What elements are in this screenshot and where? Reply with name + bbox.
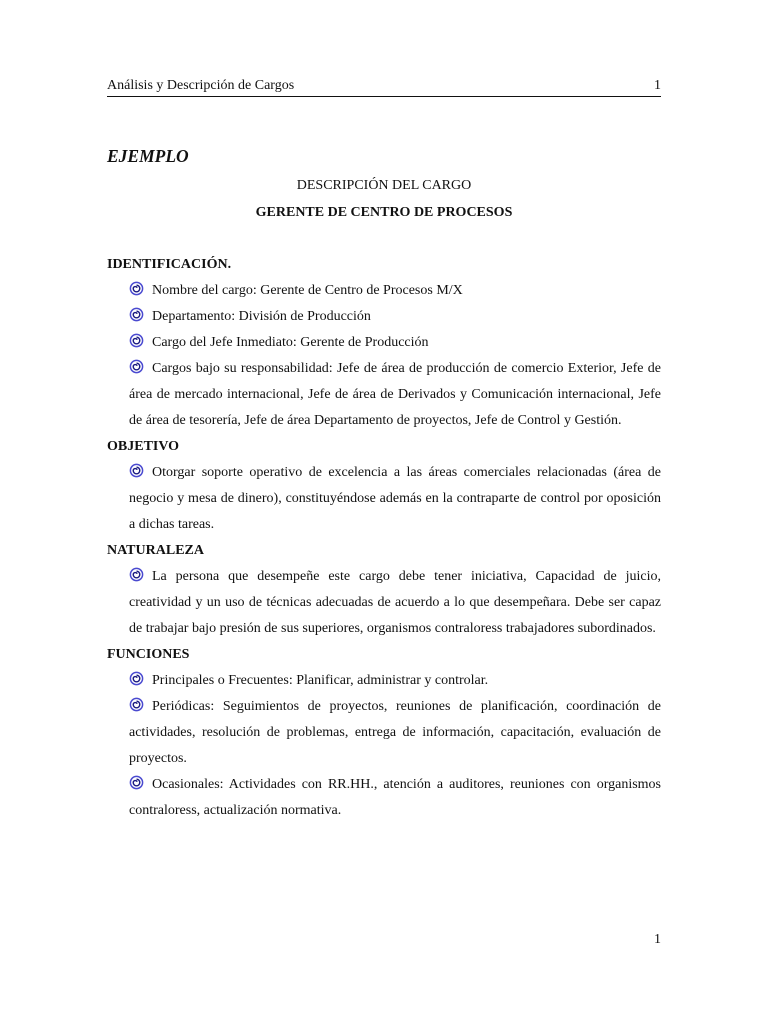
section-funciones	[107, 642, 661, 824]
header-title: Análisis y Descripción de Cargos	[107, 78, 295, 93]
document-body	[107, 252, 661, 824]
section-identificacion	[107, 252, 661, 434]
spiral-bullet-icon	[129, 333, 144, 348]
document-subtitle: GERENTE DE CENTRO DE PROCESOS	[255, 205, 513, 220]
list-item: La persona que desempeñe este cargo debe tener iniciativa, Capacidad de juicio, creatividad y un uso de técnicas adecuadas de acuerdo a lo que desempeñara. Debe ser capaz de trabajar bajo presión de sus superiores, organismos contraloress trabajadores subordinados.	[129, 569, 661, 636]
list-item: Periódicas: Seguimientos de proyectos, reuniones de planificación, coordinación de actividades, resolución de problemas, entrega de información, capacitación, evaluación de proyectos.	[129, 699, 661, 766]
list-item: Cargo del Jefe Inmediato: Gerente de Producción	[129, 330, 661, 356]
document-title: DESCRIPCIÓN DEL CARGO	[296, 178, 472, 193]
list-item: Principales o Frecuentes: Planificar, administrar y controlar.	[129, 668, 661, 694]
example-label: EJEMPLO	[107, 146, 189, 166]
spiral-bullet-icon	[129, 775, 144, 790]
spiral-bullet-icon	[129, 281, 144, 296]
list-item: Ocasionales: Actividades con RR.HH., atención a auditores, reuniones con organismos contraloress, actualización normativa.	[129, 777, 661, 818]
list-item: Departamento: División de Producción	[129, 304, 661, 330]
spiral-bullet-icon	[129, 697, 144, 712]
page-header	[107, 78, 661, 97]
section-objetivo	[107, 434, 661, 538]
section-heading: OBJETIVO	[107, 439, 180, 454]
list-item: Cargos bajo su responsabilidad: Jefe de área de producción de comercio Exterior, Jefe de área de mercado internacional, Jefe de área de Derivados y Comunicación internacional, Jefe de área de tesorería, Jefe de área Departamento de proyectos, Jefe de Control y Gestión.	[129, 361, 661, 428]
section-naturaleza	[107, 538, 661, 642]
spiral-bullet-icon	[129, 359, 144, 374]
list-item: Nombre del cargo: Gerente de Centro de Procesos M/X	[129, 278, 661, 304]
spiral-bullet-icon	[129, 567, 144, 582]
footer-page-number: 1	[654, 932, 661, 947]
section-heading: FUNCIONES	[107, 647, 190, 662]
header-page-number: 1	[654, 78, 661, 93]
section-heading: NATURALEZA	[107, 543, 204, 558]
spiral-bullet-icon	[129, 671, 144, 686]
list-item: Otorgar soporte operativo de excelencia a las áreas comerciales relacionadas (área de negocio y mesa de dinero), constituyéndose además en la contraparte de control por oposición a dichas tareas.	[129, 465, 661, 532]
spiral-bullet-icon	[129, 463, 144, 478]
spiral-bullet-icon	[129, 307, 144, 322]
section-heading: IDENTIFICACIÓN.	[107, 257, 232, 272]
